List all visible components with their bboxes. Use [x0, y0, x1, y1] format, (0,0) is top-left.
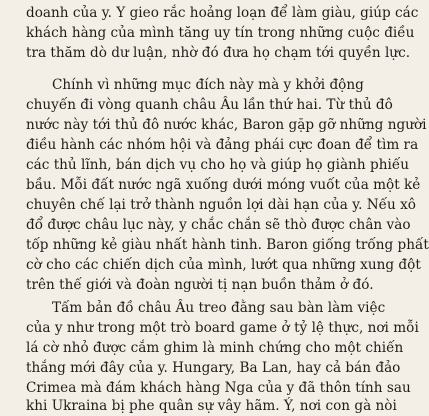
text-line: nước này tới thủ đô nước khác, Baron gặp gỡ những người	[26, 117, 427, 133]
text-line: chuyến đi vòng quanh châu Âu lần thứ hai. Từ thủ đô	[26, 97, 393, 113]
text-line: chuyên chế lại trở thành nguồn lợi dài hạn của y. Nếu xô	[26, 197, 416, 213]
text-line: doanh của y. Y gieo rắc hoảng loạn để làm giàu, giúp các	[26, 5, 419, 21]
text-line: đổ được châu lục này, y chắc chắn sẽ thò được chân vào	[26, 217, 411, 233]
text-line: Chính vì những mục đích này mà y khởi động	[52, 77, 364, 93]
text-line: tra thăm dò dư luận, nhờ đó đưa họ chạm tới quyền lực.	[26, 45, 411, 61]
text-line: lá cờ nhỏ được cắm ghim là minh chứng cho một chiến	[26, 340, 404, 356]
text-line: cờ cho các chiến dịch của mình, lướt qua những xung đột	[26, 257, 421, 273]
text-line: khi Ukraina bị phe quân sự vây hãm. Ý, nơi con gà nòi	[26, 398, 397, 414]
text-line: của y như trong một trò board game ở tỷ lệ thực, nơi mỗi	[26, 320, 419, 336]
text-line: khách hàng của mình tăng uy tín trong những cuộc điều	[26, 25, 415, 41]
text-line: Tấm bản đồ châu Âu treo đằng sau bàn làm việc	[52, 300, 386, 316]
text-line: Crimea mà đám khách hàng Nga của y đã thôn tính sau	[26, 380, 411, 396]
text-line: tốp những kẻ giàu nhất hành tinh. Baron giống trống phất	[26, 237, 429, 253]
text-line: điều hành các nhóm hội và đảng phái cực đoan để tìm ra	[26, 137, 419, 153]
text-line: trên thế giới và đoàn người tị nạn buồn thảm ở đó.	[26, 277, 374, 293]
text-line: các thủ lĩnh, bán dịch vụ cho họ và giúp họ giành phiếu	[26, 157, 409, 173]
text-line: thắng mới đây của y. Hungary, Ba Lan, hay cả bán đảo	[26, 360, 401, 376]
text-line: bầu. Mỗi đất nước ngã xuống dưới móng vuốt của một kẻ	[26, 177, 421, 193]
